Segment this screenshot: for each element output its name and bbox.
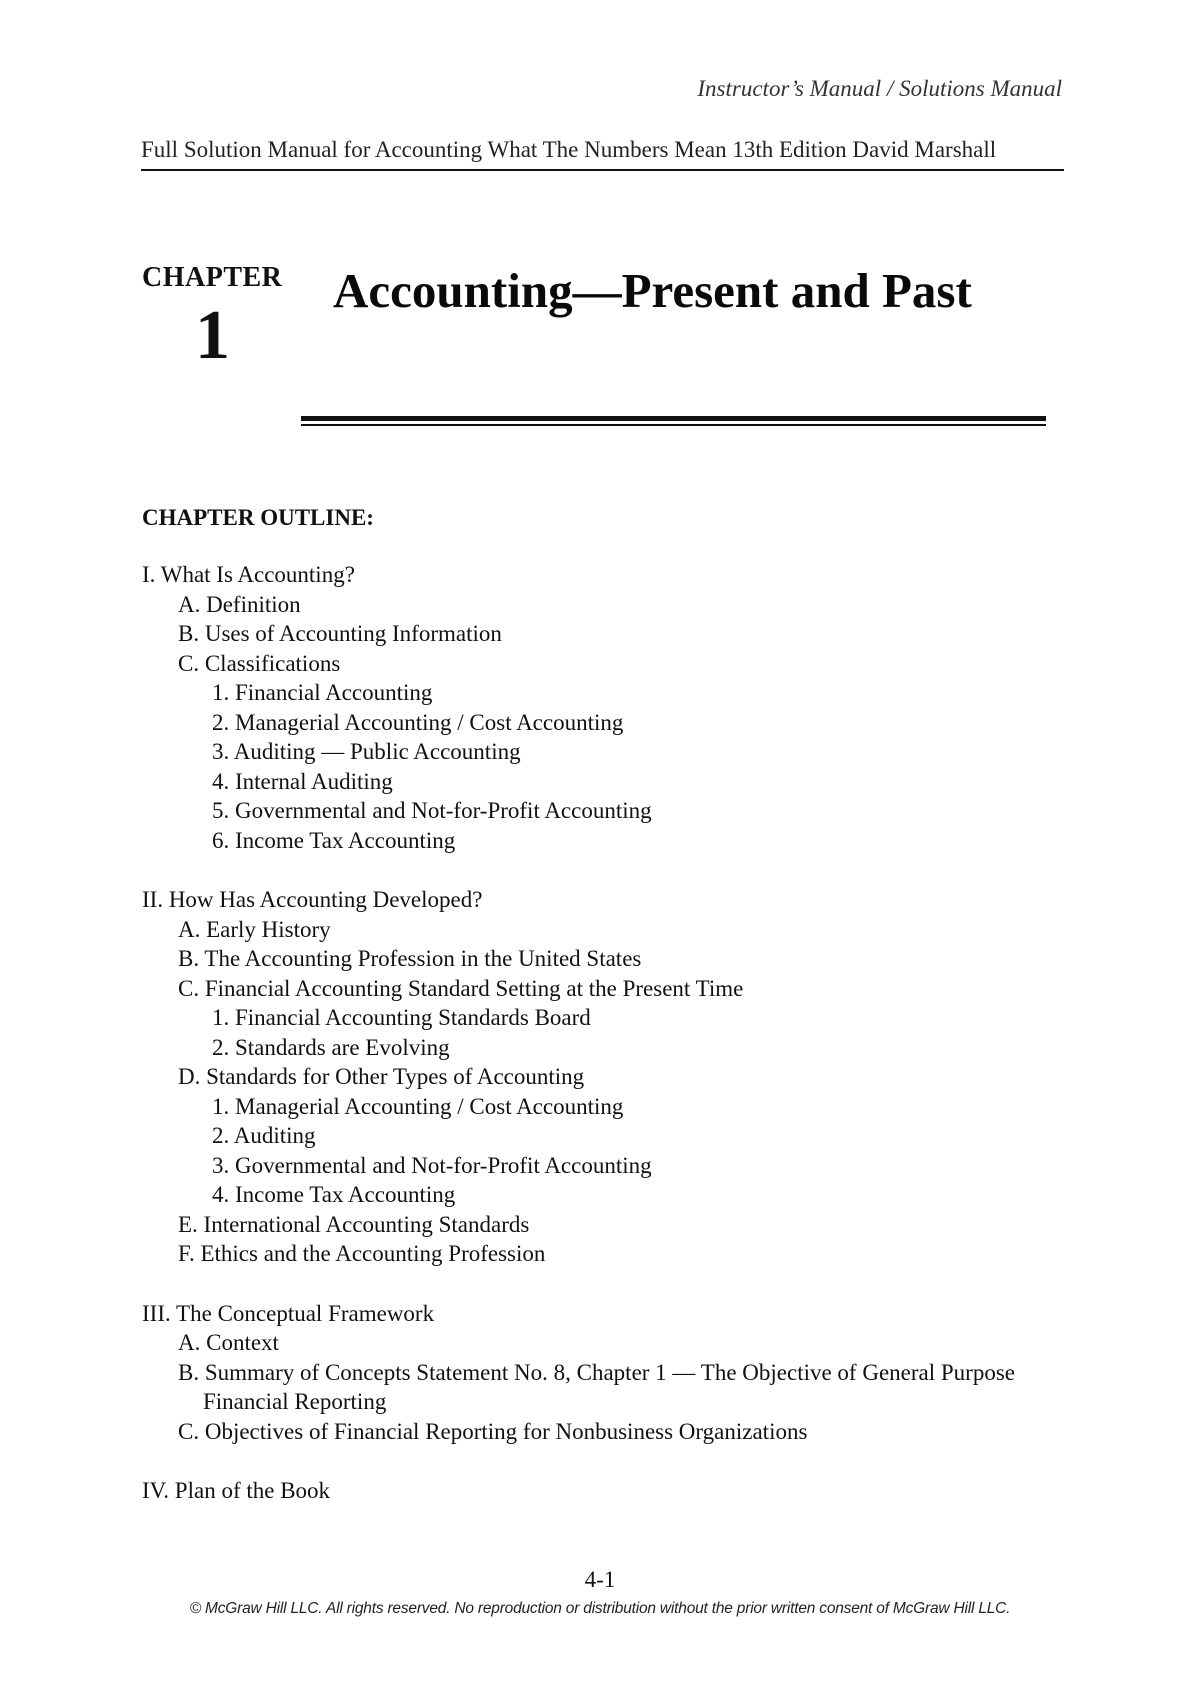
outline-section-title: IV. Plan of the Book xyxy=(142,1478,331,1503)
outline-subitem: 2. Standards are Evolving xyxy=(212,1034,450,1060)
outline-subitem: 1. Financial Accounting xyxy=(212,680,433,705)
outline-item: B. Uses of Accounting Information xyxy=(178,621,502,646)
outline-section-title: I. What Is Accounting? xyxy=(142,562,355,587)
outline-subitem: 4. Income Tax Accounting xyxy=(212,1182,456,1207)
outline-section xyxy=(142,1476,1062,1506)
outline-subitem: 2. Auditing xyxy=(212,1123,316,1148)
outline-item: D. Standards for Other Types of Accounting xyxy=(178,1064,585,1089)
title-rule-thin xyxy=(301,424,1046,426)
outline-section xyxy=(142,1299,1062,1447)
outline-subitem: 3. Governmental and Not-for-Profit Accounting xyxy=(212,1152,652,1178)
outline-section xyxy=(142,560,1062,855)
outline-subitem: 1. Financial Accounting Standards Board xyxy=(212,1005,591,1030)
chapter-number: 1 xyxy=(195,297,230,374)
outline-subitem: 3. Auditing — Public Accounting xyxy=(212,739,521,764)
outline-item: A. Definition xyxy=(178,591,301,617)
document-title: Full Solution Manual for Accounting What The Numbers Mean 13th Edition David Marshall xyxy=(141,137,997,162)
outline-item: Financial Reporting xyxy=(203,1389,387,1414)
header-rule xyxy=(141,169,1064,171)
outline-subitem: 4. Internal Auditing xyxy=(212,768,393,794)
outline-item: C. Classifications xyxy=(178,650,341,676)
outline-item: B. The Accounting Profession in the United States xyxy=(178,946,642,971)
outline-subitem: 1. Managerial Accounting / Cost Accounting xyxy=(212,1093,624,1119)
outline-item: A. Context xyxy=(178,1330,279,1355)
chapter-label: CHAPTER xyxy=(142,262,283,293)
chapter-outline xyxy=(142,560,1062,1536)
outline-item: C. Financial Accounting Standard Setting at the Present Time xyxy=(178,975,744,1001)
outline-item: B. Summary of Concepts Statement No. 8, Chapter 1 — The Objective of General Purpose xyxy=(178,1359,1015,1385)
outline-item: F. Ethics and the Accounting Profession xyxy=(178,1241,546,1266)
outline-item: A. Early History xyxy=(178,916,331,942)
copyright-notice: © McGraw Hill LLC. All rights reserved. No reproduction or distribution without the prior written consent of McGraw Hill LLC. xyxy=(189,1600,1011,1617)
running-head: Instructor’s Manual / Solutions Manual xyxy=(697,76,1062,101)
outline-item: E. International Accounting Standards xyxy=(178,1211,530,1237)
title-rule-thick xyxy=(301,416,1046,421)
outline-section-title: II. How Has Accounting Developed? xyxy=(142,887,483,912)
outline-heading: CHAPTER OUTLINE: xyxy=(142,505,374,530)
page-number: 4-1 xyxy=(584,1567,616,1592)
outline-subitem: 5. Governmental and Not-for-Profit Accounting xyxy=(212,798,652,823)
chapter-title: Accounting—Present and Past xyxy=(333,263,972,318)
outline-section-title: III. The Conceptual Framework xyxy=(142,1300,435,1326)
outline-subitem: 6. Income Tax Accounting xyxy=(212,827,456,853)
outline-section xyxy=(142,885,1062,1269)
outline-item: C. Objectives of Financial Reporting for Nonbusiness Organizations xyxy=(178,1418,808,1444)
outline-subitem: 2. Managerial Accounting / Cost Accounting xyxy=(212,709,624,735)
